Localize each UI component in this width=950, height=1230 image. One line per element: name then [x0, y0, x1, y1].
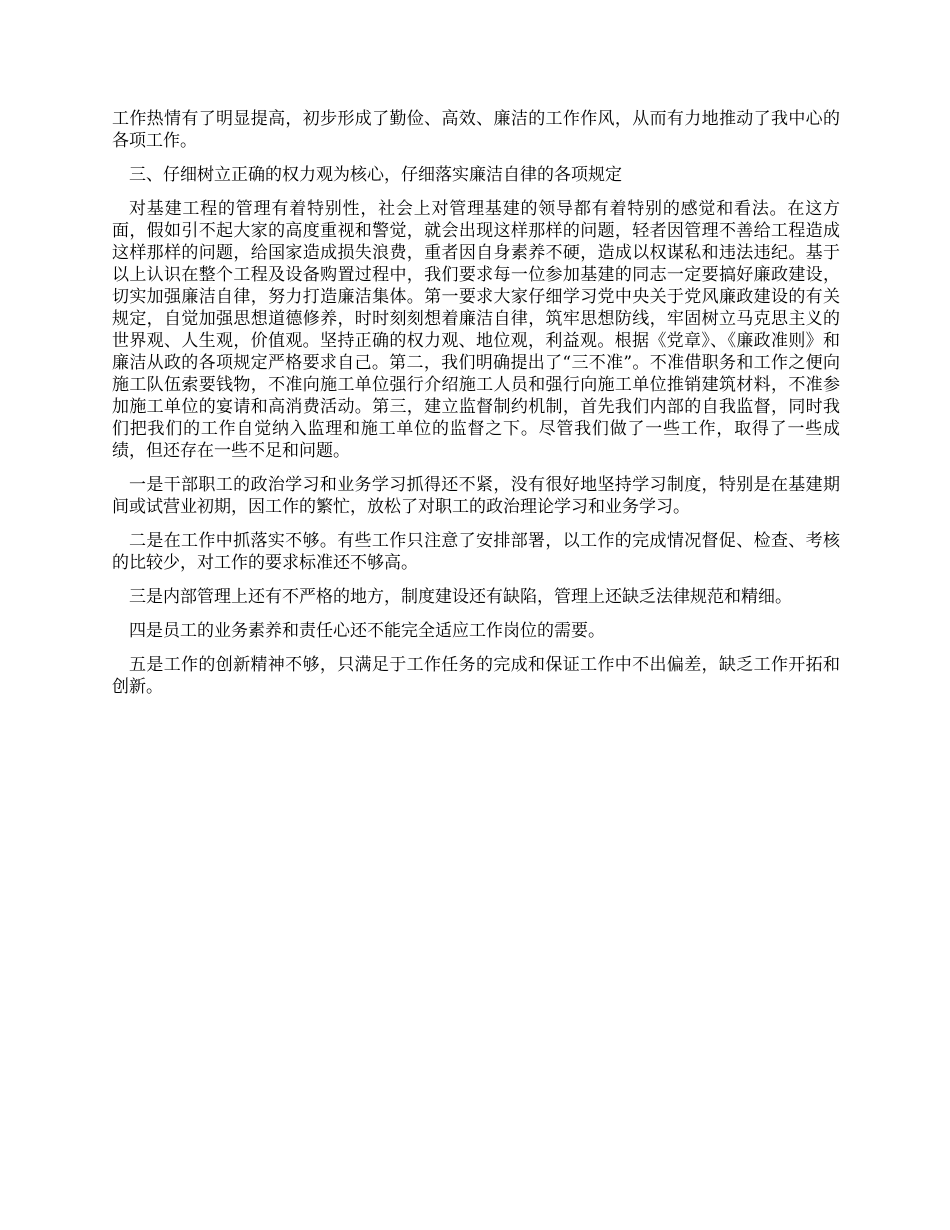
paragraph-shortcoming-four: 四是员工的业务素养和责任心还不能完全适应工作岗位的需要。 [129, 621, 605, 641]
paragraph-infrastructure-management: 对基建工程的管理有着特别性，社会上对管理基建的领导都有着特别的感觉和看法。在这方面，假如引不起大家的高度重视和警觉，就会出现这样那样的问题，轻者因管理不善给工程造成这样那样的问题，给国家造成损失浪费，重者因自身素养不硬，造成以权谋私和违法违纪。基于以上认识在整个工程及设备购置过程中，我们要求每一位参加基建的同志一定要搞好廉政建设，切实加强廉洁自律，努力打造廉洁集体。第一要求大家仔细学习党中央关于党风廉政建设的有关规定，自觉加强思想道德修养，时时刻刻想着廉洁自律，筑牢思想防线，牢固树立马克思主义的世界观、人生观，价值观。坚持正确的权力观、地位观，利益观。根据《党章》、《廉政准则》和廉洁从政的各项规定严格要求自己。第二，我们明确提出了“三不准”。不准借职务和工作之便向施工队伍索要钱物，不准向施工单位强行介绍施工人员和强行向施工单位推销建筑材料，不准参加施工单位的宴请和高消费活动。第三，建立监督制约机制，首先我们内部的自我监督，同时我们把我们的工作自觉纳入监理和施工单位的监督之下。尽管我们做了一些工作，取得了一些成绩，但还存在一些不足和问题。 [112, 199, 840, 461]
section-heading-three: 三、仔细树立正确的权力观为核心，仔细落实廉洁自律的各项规定 [129, 165, 622, 185]
paragraph-shortcoming-five: 五是工作的创新精神不够，只满足于工作任务的完成和保证工作中不出偏差，缺乏工作开拓和创新。 [112, 655, 840, 697]
paragraph-shortcoming-three: 三是内部管理上还有不严格的地方，制度建设还有缺陷，管理上还缺乏法律规范和精细。 [129, 587, 792, 607]
paragraph-shortcoming-one: 一是干部职工的政治学习和业务学习抓得还不紧，没有很好地坚持学习制度，特别是在基建期间或试营业初期，因工作的繁忙，放松了对职工的政治理论学习和业务学习。 [112, 475, 840, 517]
paragraph-shortcoming-two: 二是在工作中抓落实不够。有些工作只注意了安排部署，以工作的完成情况督促、检查、考核的比较少，对工作的要求标准还不够高。 [112, 531, 840, 573]
document-page [112, 108, 840, 710]
paragraph-continuation: 工作热情有了明显提高，初步形成了勤俭、高效、廉洁的工作作风，从而有力地推动了我中心的各项工作。 [112, 109, 840, 151]
